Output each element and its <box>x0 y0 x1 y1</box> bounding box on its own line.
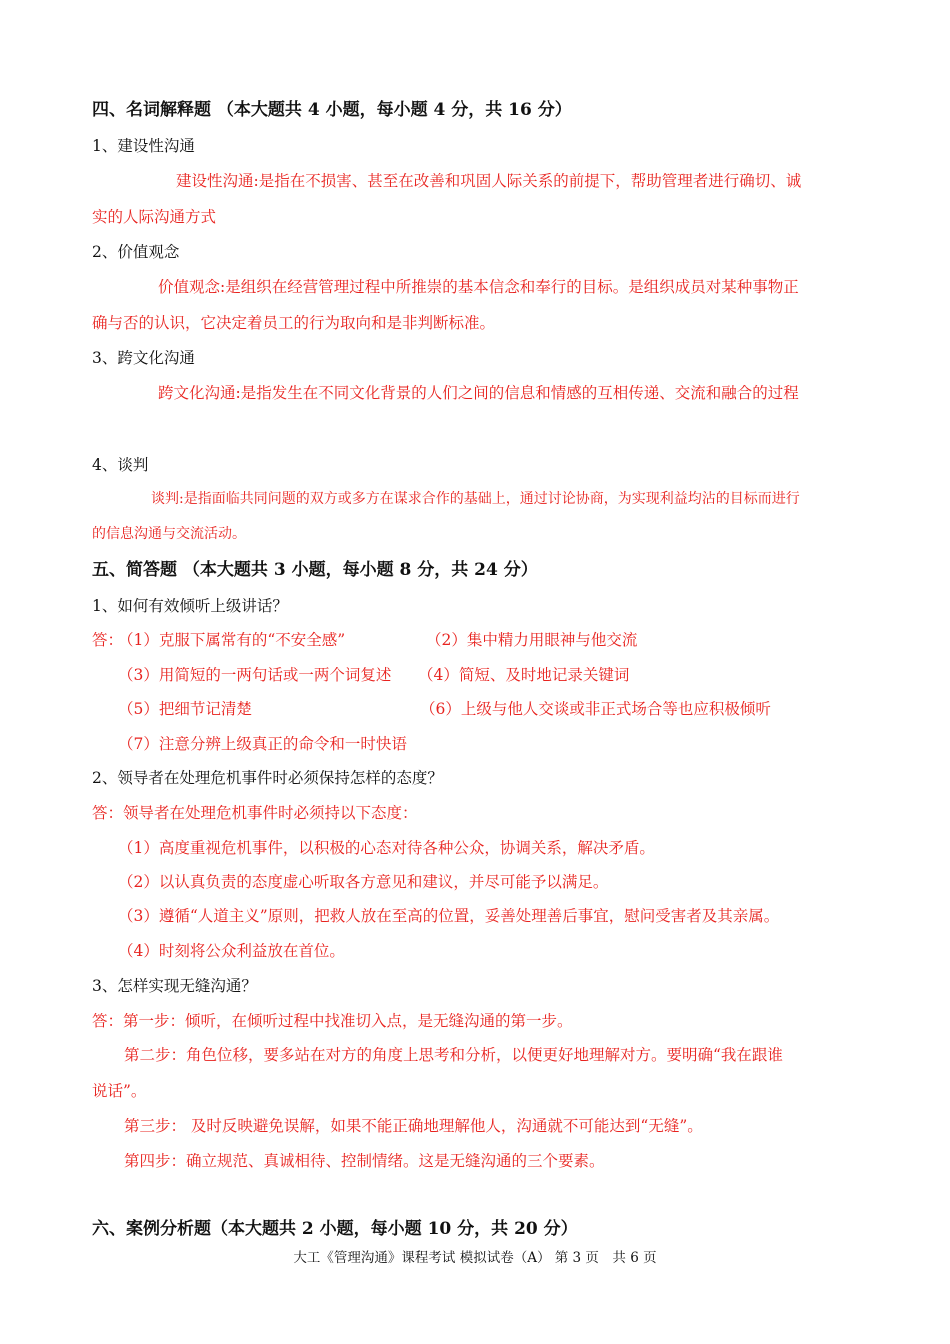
answer-3-line-1: 跨文化沟通:是指发生在不同文化背景的人们之间的信息和情感的互相传递、交流和融合的过程 <box>158 384 799 402</box>
answer-2-line-1: 价值观念:是组织在经营管理过程中所推崇的基本信念和奉行的目标。是组织成员对某种事物正 <box>158 278 799 296</box>
q5-1-point-6: （6）上级与他人交谈或非正式场合等也应积极倾听 <box>420 700 771 718</box>
question-2: 2、价值观念 <box>92 243 180 261</box>
page-footer: 大工《管理沟通》课程考试 模拟试卷（A） 第 3 页 共 6 页 <box>293 1250 657 1266</box>
question-1: 1、建设性沟通 <box>92 137 195 155</box>
q5-1-point-1: （1）克服下属常有的“不安全感” <box>118 631 346 649</box>
q5-1-point-7: （7）注意分辨上级真正的命令和一时快语 <box>118 735 407 753</box>
q5-1-answer-prefix: 答： <box>92 631 124 649</box>
q5-3-step-4: 第四步：确立规范、真诚相待、控制情绪。这是无缝沟通的三个要素。 <box>124 1152 605 1170</box>
q5-1-point-3: （3）用简短的一两句话或一两个词复述 <box>118 666 392 684</box>
question-3: 3、跨文化沟通 <box>92 349 195 367</box>
q5-3-step-1: 答：第一步：倾听，在倾听过程中找准切入点，是无缝沟通的第一步。 <box>92 1012 573 1030</box>
answer-2-line-2: 确与否的认识，它决定着员工的行为取向和是非判断标准。 <box>92 314 496 332</box>
q5-2-point-4: （4）时刻将公众利益放在首位。 <box>118 942 345 960</box>
q5-1: 1、如何有效倾听上级讲话？ <box>92 597 288 615</box>
answer-4-line-1: 谈判:是指面临共同问题的双方或多方在谋求合作的基础上，通过讨论协商，为实现利益均沾的目标而进行 <box>151 491 800 507</box>
q5-1-point-4: （4）简短、及时地记录关键词 <box>418 666 630 684</box>
q5-1-point-2: （2）集中精力用眼神与他交流 <box>426 631 638 649</box>
q5-3-step-2-line-2: 说话”。 <box>92 1082 147 1100</box>
answer-1-line-2: 实的人际沟通方式 <box>92 208 217 226</box>
q5-3: 3、怎样实现无缝沟通？ <box>92 977 257 995</box>
q5-2-point-3: （3）遵循“人道主义”原则，把救人放在至高的位置，妥善处理善后事宜，慰问受害者及其亲属。 <box>118 907 780 925</box>
section-6-heading: 六、案例分析题（本大题共 2 小题，每小题 10 分，共 20 分） <box>92 1219 578 1239</box>
q5-2: 2、领导者在处理危机事件时必须保持怎样的态度？ <box>92 769 443 787</box>
q5-2-point-1: （1）高度重视危机事件，以积极的心态对待各种公众，协调关系，解决矛盾。 <box>118 839 655 857</box>
section-4-heading: 四、名词解释题 （本大题共 4 小题，每小题 4 分，共 16 分） <box>92 100 572 120</box>
q5-2-point-2: （2）以认真负责的态度虚心听取各方意见和建议，并尽可能予以满足。 <box>118 873 609 891</box>
q5-3-step-2-line-1: 第二步：角色位移，要多站在对方的角度上思考和分析，以便更好地理解对方。要明确“我在跟谁 <box>124 1046 783 1064</box>
answer-1-line-1: 建设性沟通:是指在不损害、甚至在改善和巩固人际关系的前提下，帮助管理者进行确切、诚 <box>176 172 802 190</box>
q5-2-intro: 答：领导者在处理危机事件时必须持以下态度： <box>92 804 418 822</box>
answer-4-line-2: 的信息沟通与交流活动。 <box>92 526 246 542</box>
q5-1-point-5: （5）把细节记清楚 <box>118 700 252 718</box>
section-5-heading: 五、简答题 （本大题共 3 小题，每小题 8 分，共 24 分） <box>92 560 538 580</box>
question-4: 4、谈判 <box>92 456 149 474</box>
q5-3-step-3: 第三步： 及时反映避免误解，如果不能正确地理解他人，沟通就不可能达到“无缝”。 <box>124 1117 703 1135</box>
